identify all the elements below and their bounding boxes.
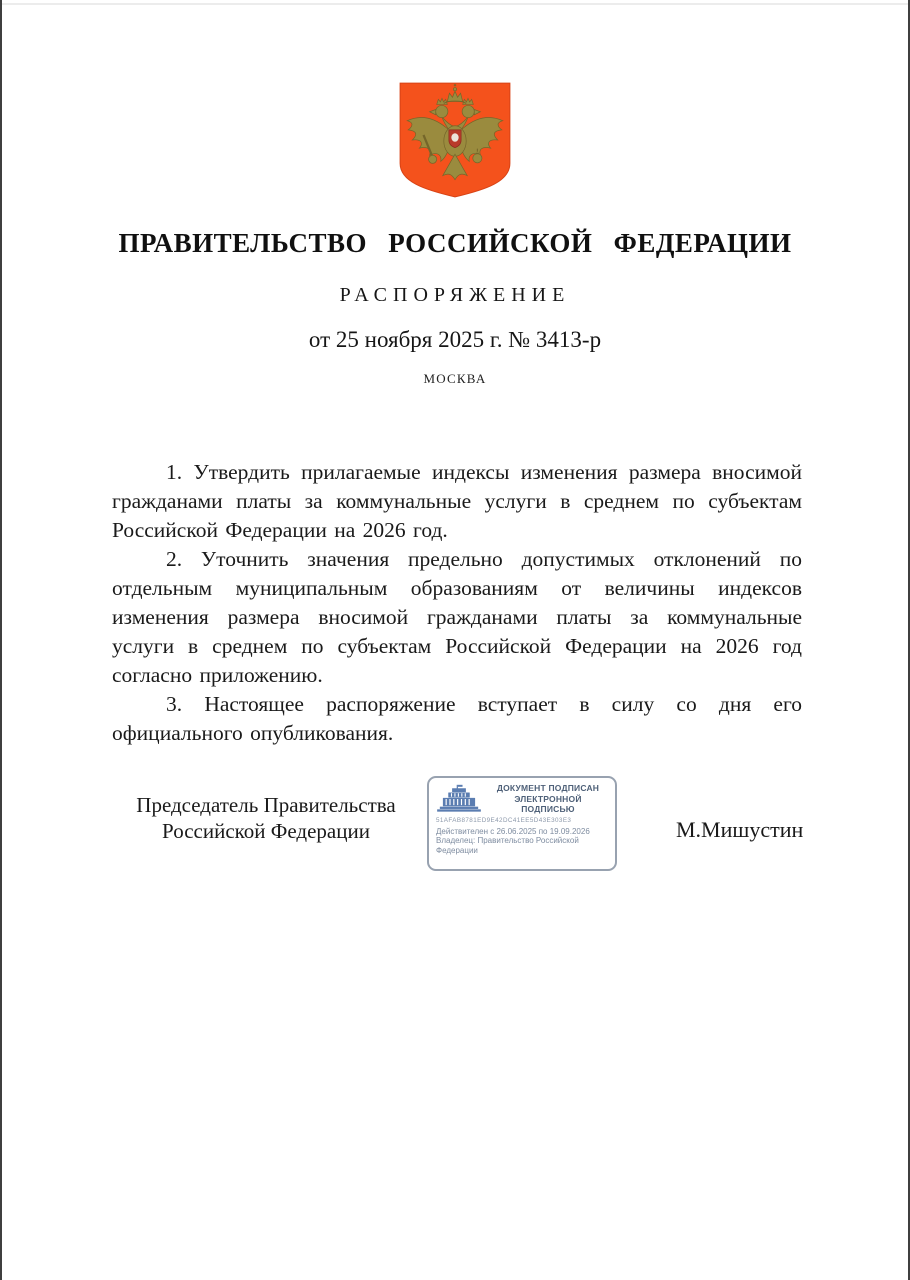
signatory-title-line1: Председатель Правительства xyxy=(136,793,396,817)
government-building-icon xyxy=(436,783,482,815)
document-body xyxy=(112,458,802,748)
stamp-header xyxy=(436,783,608,815)
paragraph-2: 2. Уточнить значения предельно допустимых отклонений по отдельным муниципальным образованиям от величины индексов изменения размера вносимой гражданами платы за коммунальные услуги в среднем по субъектам Российской Федерации на 2026 год согласно приложению. xyxy=(112,547,802,687)
stamp-owner-line2: Федерации xyxy=(436,846,478,855)
signatory-title-line2: Российской Федерации xyxy=(162,819,370,843)
issuer-title: ПРАВИТЕЛЬСТВО РОССИЙСКОЙ ФЕДЕРАЦИИ xyxy=(118,228,792,258)
document-type: РАСПОРЯЖЕНИЕ xyxy=(339,284,571,306)
stamp-title-line1: ДОКУМЕНТ ПОДПИСАН xyxy=(496,783,600,794)
russia-coat-of-arms-icon xyxy=(394,78,516,202)
document-date-number: от 25 ноября 2025 г. № 3413-р xyxy=(308,327,602,352)
signatory-name: М.Мишустин xyxy=(676,817,804,842)
stamp-owner-line1: Владелец: Правительство Российской xyxy=(436,836,579,845)
electronic-signature-stamp xyxy=(427,776,617,871)
stamp-certificate-number: 51AFAB8781ED9E42DC41EE5D43E303E3 xyxy=(436,817,572,824)
document-city: МОСКВА xyxy=(423,371,487,386)
paragraph-3: 3. Настоящее распоряжение вступает в силу со дня его официального опубликования. xyxy=(112,692,802,745)
paragraph-1: 1. Утвердить прилагаемые индексы изменения размера вносимой гражданами платы за коммунальные услуги в среднем по субъектам Российской Федерации на 2026 год. xyxy=(112,460,802,542)
stamp-title-line2: ЭЛЕКТРОННОЙ ПОДПИСЬЮ xyxy=(514,793,582,815)
signatory-title xyxy=(110,792,422,844)
top-frame-line xyxy=(2,3,908,5)
stamp-owner xyxy=(436,836,608,856)
stamp-validity: Действителен с 26.06.2025 по 19.09.2026 xyxy=(436,827,590,836)
stamp-title xyxy=(488,783,608,815)
